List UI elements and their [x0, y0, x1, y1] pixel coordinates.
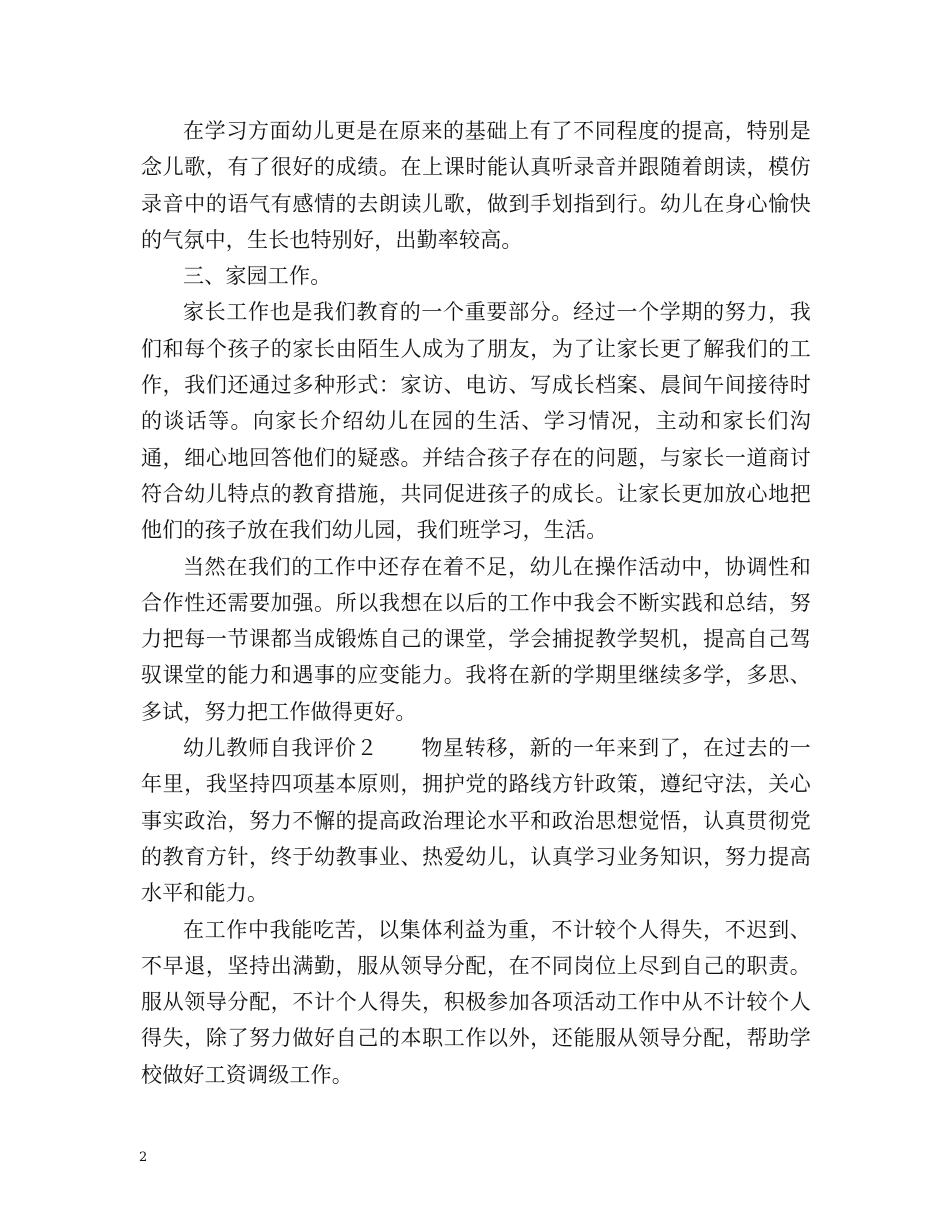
paragraph-learning-progress: 在学习方面幼儿更是在原来的基础上有了不同程度的提高，特别是念儿歌，有了很好的成绩。在上课时能认真听录音并跟随着朗读，模仿录音中的语气有感情的去朗读儿歌，做到手划指到行。幼儿在身心愉快的气氛中，生长也特别好，出勤率较高。 [141, 119, 811, 252]
page-number: 2 [139, 1150, 148, 1165]
paragraph-shortcomings: 当然在我们的工作中还存在着不足，幼儿在操作活动中，协调性和合作性还需要加强。所以我想在以后的工作中我会不断实践和总结，努力把每一节课都当成锻炼自己的课堂，学会捕捉教学契机，提高自己驾驭课堂的能力和遇事的应变能力。我将在新的学期里继续多学，多思、多试，努力把工作做得更好。 [141, 554, 811, 724]
paragraph-parent-work: 家长工作也是我们教育的一个重要部分。经过一个学期的努力，我们和每个孩子的家长由陌生人成为了朋友，为了让家长更了解我们的工作，我们还通过多种形式：家访、电访、写成长档案、晨间午间接待时的谈话等。向家长介绍幼儿在园的生活、学习情况，主动和家长们沟通，细心地回答他们的疑惑。并结合孩子存在的问题，与家长一道商讨符合幼儿特点的教育措施，共同促进孩子的成长。让家长更加放心地把他们的孩子放在我们幼儿园，我们班学习，生活。 [141, 300, 811, 543]
section-heading-home-school-work: 三、家园工作。 [183, 264, 332, 289]
paragraph-work-attitude: 在工作中我能吃苦，以集体利益为重，不计较个人得失，不迟到、不早退，坚持出满勤，服从领导分配，在不同岗位上尽到自己的职责。服从领导分配，不计个人得失，积极参加各项活动工作中从不计较个人得失，除了努力做好自己的本职工作以外，还能服从领导分配，帮助学校做好工资调级工作。 [141, 917, 811, 1087]
document-body [141, 113, 811, 1093]
paragraph-self-evaluation-2: 幼儿教师自我评价２ 物星转移，新的一年来到了，在过去的一年里，我坚持四项基本原则，拥护党的路线方针政策，遵纪守法，关心事实政治，努力不懈的提高政治理论水平和政治思想觉悟，认真贯彻党的教育方针，终于幼教事业、热爱幼儿，认真学习业务知识，努力提高水平和能力。 [141, 736, 811, 906]
